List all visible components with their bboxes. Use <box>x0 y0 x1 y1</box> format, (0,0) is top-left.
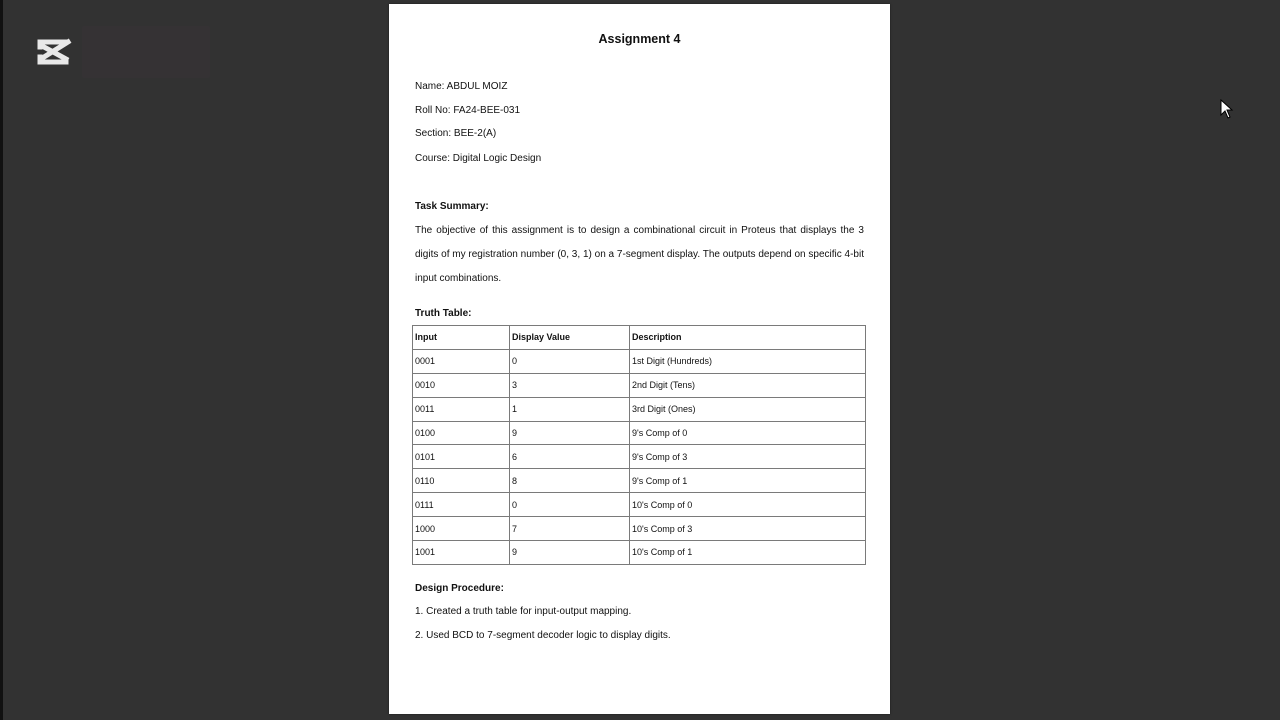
cell-input: 0011 <box>413 397 510 421</box>
cell-display-value: 7 <box>510 517 630 541</box>
cell-display-value: 6 <box>510 445 630 469</box>
cell-display-value: 3 <box>510 373 630 397</box>
cell-description: 2nd Digit (Tens) <box>630 373 866 397</box>
procedure-step-2: 2. Used BCD to 7-segment decoder logic to display digits. <box>415 630 671 641</box>
cell-display-value: 0 <box>510 349 630 373</box>
procedure-step-1: 1. Created a truth table for input-output mapping. <box>415 606 632 617</box>
table-row <box>413 469 866 493</box>
cell-display-value: 1 <box>510 397 630 421</box>
table-row <box>413 517 866 541</box>
cell-description: 9's Comp of 1 <box>630 469 866 493</box>
table-row <box>413 373 866 397</box>
course: Course: Digital Logic Design <box>415 153 542 164</box>
cell-description: 10's Comp of 0 <box>630 493 866 517</box>
cell-description: 3rd Digit (Ones) <box>630 397 866 421</box>
cell-description: 9's Comp of 0 <box>630 421 866 445</box>
header-display-value: Display Value <box>510 326 630 350</box>
cell-input: 0110 <box>413 469 510 493</box>
document-title: Assignment 4 <box>598 32 681 46</box>
cell-description: 10's Comp of 3 <box>630 517 866 541</box>
cell-display-value: 8 <box>510 469 630 493</box>
cell-description: 1st Digit (Hundreds) <box>630 349 866 373</box>
truth-table <box>412 325 866 565</box>
cell-input: 0100 <box>413 421 510 445</box>
cell-display-value: 9 <box>510 541 630 565</box>
left-frame-edge <box>0 0 3 720</box>
table-row <box>413 541 866 565</box>
cell-description: 9's Comp of 3 <box>630 445 866 469</box>
cell-display-value: 9 <box>510 421 630 445</box>
table-row <box>413 493 866 517</box>
table-header-row <box>413 326 866 350</box>
design-procedure-heading: Design Procedure: <box>415 583 504 594</box>
student-name: Name: ABDUL MOIZ <box>415 81 508 92</box>
capcut-logo-icon <box>36 36 76 68</box>
cell-input: 0010 <box>413 373 510 397</box>
cell-input: 0101 <box>413 445 510 469</box>
cell-input: 1000 <box>413 517 510 541</box>
task-summary-text: The objective of this assignment is to design a combinational circuit in Proteus that displays the 3 digits of my registration number (0, 3, 1) on a 7-segment display. The outputs depend on specific 4-bit input combinations. <box>415 225 864 284</box>
header-description: Description <box>630 326 866 350</box>
truth-table-heading: Truth Table: <box>415 308 472 319</box>
section: Section: BEE-2(A) <box>415 128 497 139</box>
table-row <box>413 445 866 469</box>
document-page <box>389 4 890 714</box>
task-summary-heading: Task Summary: <box>415 201 489 212</box>
watermark-ghost <box>82 26 210 78</box>
cell-input: 0001 <box>413 349 510 373</box>
table-row <box>413 421 866 445</box>
table-row <box>413 397 866 421</box>
cell-input: 1001 <box>413 541 510 565</box>
cell-input: 0111 <box>413 493 510 517</box>
header-input: Input <box>413 326 510 350</box>
cell-display-value: 0 <box>510 493 630 517</box>
mouse-pointer-icon <box>1220 99 1234 119</box>
cell-description: 10's Comp of 1 <box>630 541 866 565</box>
table-row <box>413 349 866 373</box>
roll-number: Roll No: FA24-BEE-031 <box>415 105 521 116</box>
